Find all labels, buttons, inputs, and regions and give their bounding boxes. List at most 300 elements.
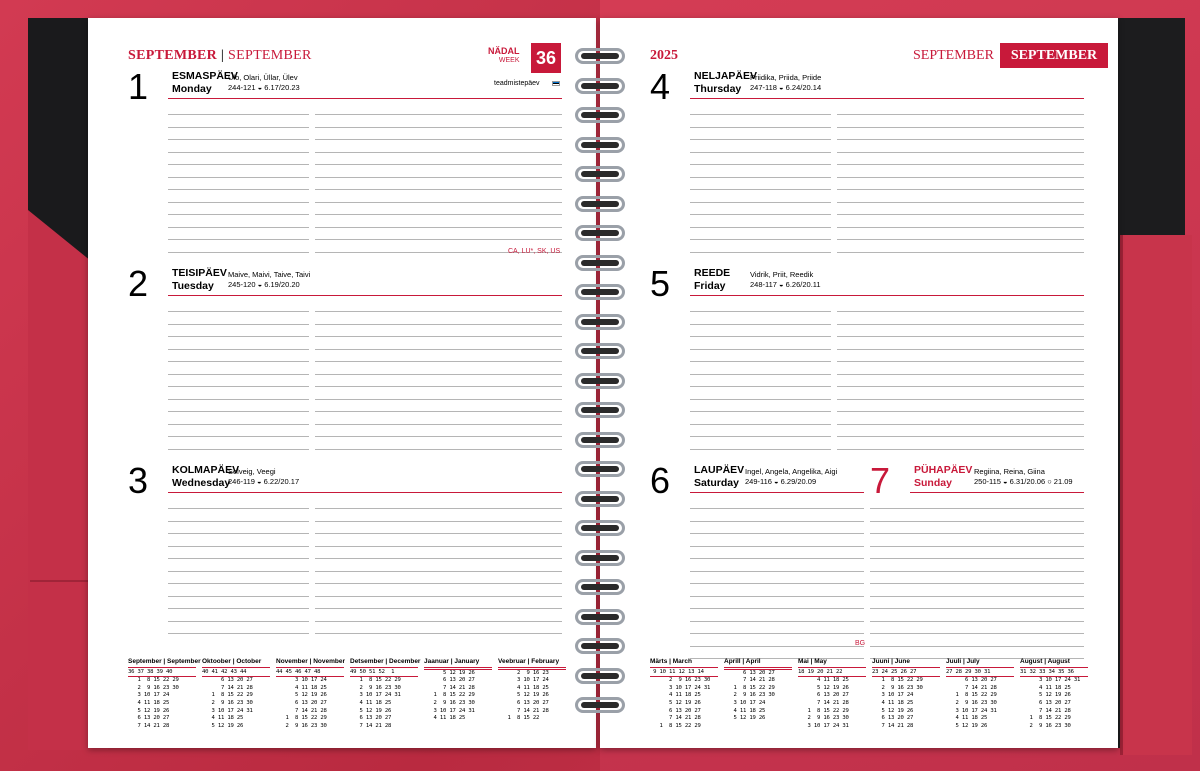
writing-line: [168, 361, 562, 362]
spiral-ring: [575, 255, 625, 271]
spiral-ring: [575, 609, 625, 625]
writing-line: [690, 424, 1084, 425]
writing-line: [690, 521, 864, 522]
mini-calendar-row: 1 8 15 22 29: [724, 684, 775, 691]
ring-wire: [575, 284, 625, 300]
mini-calendar-row: 5 12 19 26: [872, 707, 914, 714]
day-name-et: ESMASPÄEV: [172, 70, 238, 82]
ring-wire: [575, 432, 625, 448]
writing-line: [168, 399, 562, 400]
writing-line: [690, 386, 1084, 387]
writing-line: [168, 521, 562, 522]
day-number: 5: [650, 263, 671, 304]
ring-wire: [575, 520, 625, 536]
writing-lines[interactable]: [690, 311, 1084, 461]
mini-calendar: [946, 658, 1014, 730]
day-header-rule: [168, 98, 562, 99]
spiral-ring: [575, 225, 625, 241]
month-en: SEPTEMBER: [228, 48, 312, 63]
ring-wire: [575, 196, 625, 212]
mini-calendar-row: 4 11 18 25: [946, 715, 988, 722]
day-name: [694, 464, 744, 490]
country-note: CA, LU*, SK, US: [508, 248, 561, 255]
column-gap: [309, 114, 315, 264]
column-gap: [831, 114, 837, 264]
mini-calendar-row: 2 9 16 23 30: [202, 699, 253, 706]
spiral-ring: [575, 166, 625, 182]
writing-line: [168, 164, 562, 165]
ring-wire: [575, 48, 625, 64]
ring-wire: [575, 579, 625, 595]
ring-wire: [575, 343, 625, 359]
mini-calendar-title: Juuni | June: [872, 658, 940, 668]
mini-calendar: [202, 658, 270, 730]
mini-calendar-row: 5 12 19 26: [424, 669, 475, 676]
writing-line: [690, 139, 1084, 140]
writing-line: [690, 621, 864, 622]
writing-line: [168, 349, 562, 350]
mini-calendar-row: 7 14 21 28: [798, 699, 849, 706]
ring-wire: [575, 550, 625, 566]
ring-wire: [575, 137, 625, 153]
day-name-et: NELJAPÄEV: [694, 70, 758, 82]
day-header-rule: [168, 295, 562, 296]
mini-calendar-row: 2 9 16 23 30: [650, 677, 711, 684]
writing-line: [168, 227, 562, 228]
writing-line: [690, 239, 1084, 240]
name-days: [228, 73, 300, 93]
writing-line: [870, 571, 1084, 572]
mini-calendar: [276, 658, 344, 730]
name-day-list: Priidika, Priida, Priide: [750, 73, 822, 82]
mini-calendar-row: 9 10 11 12 13 14: [650, 669, 718, 678]
day-number: 1: [128, 66, 149, 107]
writing-line: [690, 214, 1084, 215]
writing-line: [870, 533, 1084, 534]
mini-calendar-row: 2 9 16 23 30: [872, 684, 923, 691]
day-header-rule: [690, 492, 864, 493]
spiral-ring: [575, 579, 625, 595]
ring-wire: [575, 78, 625, 94]
mini-calendar-row: 7 14 21 28: [350, 722, 392, 729]
writing-line: [690, 152, 1084, 153]
mini-calendar-row: 36 37 38 39 40: [128, 669, 196, 678]
mini-calendar-row: 6 13 20 27: [498, 699, 549, 706]
spiral-ring: [575, 343, 625, 359]
day-info: 245-120 ◒ 6.19/20.20: [228, 280, 300, 289]
mini-calendar-row: 7 14 21 28: [724, 677, 775, 684]
spiral-ring: [575, 48, 625, 64]
mini-calendar-row: 7 14 21 28: [424, 684, 475, 691]
name-days: [750, 73, 821, 93]
mini-calendar-row: 6 13 20 27: [276, 699, 327, 706]
writing-line: [690, 533, 864, 534]
column-gap: [831, 311, 837, 461]
writing-line: [690, 411, 1084, 412]
writing-line: [870, 596, 1084, 597]
day-name-en: Tuesday: [172, 280, 214, 292]
writing-line: [168, 633, 562, 634]
mini-calendar-title: Juuli | July: [946, 658, 1014, 668]
mini-calendar-row: 6 13 20 27: [350, 715, 392, 722]
ring-wire: [575, 638, 625, 654]
mini-calendar-row: 5 12 19 26: [202, 722, 244, 729]
writing-line: [870, 583, 1084, 584]
mini-calendar-row: 2 9 16 23 30: [424, 699, 475, 706]
writing-line: [168, 571, 562, 572]
mini-calendar-row: 3 10 17 24 31: [946, 707, 997, 714]
mini-calendar-row: 7 14 21 28: [650, 715, 701, 722]
writing-line: [690, 374, 1084, 375]
mini-calendar-row: 1 8 15 22: [498, 715, 540, 722]
writing-lines[interactable]: [168, 114, 562, 264]
pen-strap: [1120, 235, 1192, 755]
writing-line: [168, 583, 562, 584]
mini-calendar-title: Oktoober | October: [202, 658, 270, 668]
mini-calendar-row: 5 12 19 26: [724, 715, 766, 722]
month-tab[interactable]: SEPTEMBER: [1000, 43, 1108, 68]
mini-calendar-row: 27 28 29 30 31: [946, 669, 1014, 678]
mini-calendar-row: 5 12 19 26: [276, 692, 327, 699]
mini-calendar-row: 5 12 19 26: [498, 692, 549, 699]
writing-lines[interactable]: [168, 311, 562, 461]
mini-calendar-title: Aprill | April: [724, 658, 792, 668]
mini-calendar-row: 4 11 18 25: [798, 677, 849, 684]
writing-line: [168, 127, 562, 128]
mini-calendar-row: 1 8 15 22 29: [202, 692, 253, 699]
day-name-en: Sunday: [914, 477, 952, 489]
writing-lines[interactable]: [168, 508, 562, 646]
mini-calendar: [424, 658, 492, 723]
mini-calendar-row: 44 45 46 47 48: [276, 669, 344, 678]
writing-line: [168, 386, 562, 387]
mini-calendar-row: 4 11 18 25: [1020, 684, 1071, 691]
mini-calendar-title: September | September: [128, 658, 196, 668]
day-info: 244-121 ◒ 6.17/20.23: [228, 83, 300, 92]
name-days: [228, 467, 299, 487]
name-day-list: Maive, Maivi, Taive, Taivi: [228, 270, 311, 279]
writing-line: [690, 349, 1084, 350]
mini-calendar-row: 1 8 15 22 29: [946, 692, 997, 699]
mini-calendar-title: November | November: [276, 658, 344, 668]
writing-line: [168, 621, 562, 622]
mini-calendar-row: 5 12 19 26: [650, 699, 701, 706]
mini-calendar-row: 6 13 20 27: [724, 669, 775, 676]
ring-wire: [575, 697, 625, 713]
mini-calendar-row: 2 9 16 23 30: [276, 722, 327, 729]
spiral-ring: [575, 638, 625, 654]
day-name-en: Saturday: [694, 477, 739, 489]
day-number: 3: [128, 460, 149, 501]
writing-line: [690, 558, 864, 559]
writing-line: [690, 546, 864, 547]
mini-calendar-row: 2 9 16 23 30: [128, 684, 179, 691]
day-name: [694, 267, 730, 293]
mini-calendar-row: 4 11 18 25: [202, 715, 244, 722]
spiral-ring: [575, 491, 625, 507]
writing-line: [690, 596, 864, 597]
writing-line: [690, 336, 1084, 337]
day-name: [914, 464, 972, 490]
mini-calendar-row: 6 13 20 27: [424, 677, 475, 684]
mini-calendar-row: 7 14 21 28: [872, 722, 914, 729]
ring-wire: [575, 107, 625, 123]
mini-calendar: [798, 658, 866, 730]
writing-line: [690, 127, 1084, 128]
mini-calendar-row: 1 8 15 22 29: [128, 677, 179, 684]
day-header-rule: [910, 492, 1084, 493]
country-note: BG: [855, 640, 866, 647]
mini-calendar-row: 6 13 20 27: [202, 677, 253, 684]
mini-calendar: [1020, 658, 1088, 730]
writing-line: [168, 424, 562, 425]
mini-calendar-row: 3 10 17 24 31: [650, 684, 711, 691]
mini-calendar-row: 2 9 16 23 30: [724, 692, 775, 699]
mini-calendar-title: Jaanuar | January: [424, 658, 492, 668]
spiral-ring: [575, 550, 625, 566]
holiday-note: teadmistepäev: [494, 80, 540, 87]
writing-line: [690, 227, 1084, 228]
spiral-ring: [575, 78, 625, 94]
mini-calendar: [498, 658, 566, 723]
mini-calendar-row: 1 8 15 22 29: [872, 677, 923, 684]
mini-calendar-row: 6 13 20 27: [946, 677, 997, 684]
writing-line: [168, 139, 562, 140]
writing-line: [690, 164, 1084, 165]
day-name-et: LAUPÄEV: [694, 464, 745, 476]
day-header-rule: [690, 98, 1084, 99]
spiral-ring: [575, 668, 625, 684]
writing-line: [690, 571, 864, 572]
mini-calendar-row: 1 8 15 22 29: [650, 722, 701, 729]
mini-calendar-row: 6 13 20 27: [872, 715, 914, 722]
writing-line: [168, 239, 562, 240]
mini-calendar-row: 6 13 20 27: [798, 692, 849, 699]
writing-line: [870, 621, 1084, 622]
mini-calendar-row: 7 14 21 28: [276, 707, 327, 714]
ring-wire: [575, 402, 625, 418]
day-number: 4: [650, 66, 671, 107]
mini-calendar-row: 4 11 18 25: [498, 684, 549, 691]
day-info: 249-116 ◒ 6.29/20.09: [745, 477, 817, 486]
name-day-list: Solveig, Veegi: [228, 467, 276, 476]
writing-line: [168, 152, 562, 153]
mini-calendar-row: 4 11 18 25: [724, 707, 766, 714]
day-name-en: Thursday: [694, 83, 742, 95]
mini-calendar-row: 5 12 19 26: [128, 707, 170, 714]
mini-calendar-row: 4 11 18 25: [128, 699, 170, 706]
mini-calendar-row: 3 10 17 24: [276, 677, 327, 684]
writing-line: [168, 558, 562, 559]
mini-calendar-title: Märts | March: [650, 658, 718, 668]
writing-line: [168, 411, 562, 412]
day-name: [694, 70, 757, 96]
day-number: 6: [650, 460, 671, 501]
day-info: 248-117 ◒ 6.26/20.11: [750, 280, 821, 289]
mini-calendar-row: 7 14 21 28: [946, 684, 997, 691]
writing-line: [690, 114, 1084, 115]
writing-line: [168, 214, 562, 215]
day-number: 7: [870, 460, 891, 501]
day-name-et: TEISIPÄEV: [172, 267, 227, 279]
day-info: 246-119 ◒ 6.22/20.17: [228, 477, 300, 486]
writing-line: [168, 252, 562, 253]
day-header-rule: [690, 295, 1084, 296]
writing-line: [168, 533, 562, 534]
mini-calendar-row: 49 50 51 52 1: [350, 669, 418, 678]
mini-calendar-row: 5 12 19 26: [798, 684, 849, 691]
mini-calendar-row: 4 11 18 25: [650, 692, 701, 699]
mini-calendar-row: 3 10 17 24 31: [202, 707, 253, 714]
mini-calendar-row: 6 13 20 27: [128, 715, 170, 722]
mini-calendar-row: 2 9 16 23 30: [946, 699, 997, 706]
writing-line: [870, 646, 1084, 647]
spiral-ring: [575, 314, 625, 330]
writing-line: [690, 252, 1084, 253]
mini-calendar-title: Detsember | December: [350, 658, 418, 668]
writing-lines[interactable]: [870, 508, 1084, 671]
mini-calendar-row: 1 8 15 22 29: [424, 692, 475, 699]
mini-calendar: [650, 658, 718, 730]
name-days: [228, 270, 310, 290]
mini-calendar-row: 7 14 21 28: [202, 684, 253, 691]
mini-calendar-row: 3 10 17 24 31: [798, 722, 849, 729]
writing-line: [690, 361, 1084, 362]
writing-line: [168, 608, 562, 609]
writing-line: [168, 114, 562, 115]
day-name: [172, 267, 227, 293]
flag-icon: [552, 81, 560, 86]
name-day-list: Vidrik, Priit, Reedik: [750, 270, 814, 279]
name-day-list: Ülo, Olari, Üllar, Ülev: [228, 73, 298, 82]
writing-line: [690, 449, 1084, 450]
ring-wire: [575, 668, 625, 684]
day-name-et: PÜHAPÄEV: [914, 464, 973, 476]
mini-calendar-row: 1 8 15 22 29: [798, 707, 849, 714]
ring-wire: [575, 491, 625, 507]
mini-calendar-title: Veebruar | February: [498, 658, 566, 668]
writing-line: [870, 546, 1084, 547]
writing-lines[interactable]: [690, 508, 864, 671]
writing-line: [168, 546, 562, 547]
writing-line: [168, 177, 562, 178]
ring-wire: [575, 166, 625, 182]
mini-calendar-row: 4 11 18 25: [872, 699, 914, 706]
ring-wire: [575, 373, 625, 389]
left-page-header: SEPTEMBER | SEPTEMBER: [128, 48, 312, 63]
writing-line: [690, 202, 1084, 203]
mini-calendar-row: 31 32 33 34 35 36: [1020, 669, 1088, 678]
mini-calendar-row: 2 9 16 23 30: [798, 715, 849, 722]
writing-line: [690, 436, 1084, 437]
writing-line: [168, 324, 562, 325]
writing-line: [168, 436, 562, 437]
writing-line: [870, 521, 1084, 522]
writing-line: [168, 596, 562, 597]
spiral-ring: [575, 461, 625, 477]
spiral-ring: [575, 137, 625, 153]
mini-calendar-row: 3 10 17 24 31: [1020, 677, 1081, 684]
writing-lines[interactable]: [690, 114, 1084, 264]
writing-line: [690, 324, 1084, 325]
day-name-en: Monday: [172, 83, 212, 95]
writing-line: [168, 189, 562, 190]
mini-calendar-row: 2 9 16 23 30: [350, 684, 401, 691]
week-number: 36: [531, 43, 561, 73]
writing-line: [690, 189, 1084, 190]
column-gap: [309, 311, 315, 461]
writing-line: [870, 508, 1084, 509]
day-name-en: Friday: [694, 280, 726, 292]
day-info: 247-118 ◒ 6.24/20.14: [750, 83, 822, 92]
name-days: [974, 467, 1073, 487]
spiral-ring: [575, 284, 625, 300]
ring-wire: [575, 314, 625, 330]
mini-calendar-row: 18 19 20 21 22: [798, 669, 866, 678]
mini-calendar-row: 1 8 15 22 29: [276, 715, 327, 722]
left-page: [88, 18, 596, 748]
mini-calendar-row: 1 8 15 22 29: [350, 677, 401, 684]
week-label: NÄDAL WEEK: [488, 46, 520, 64]
mini-calendar-row: 6 13 20 27: [1020, 699, 1071, 706]
mini-calendar-title: August | August: [1020, 658, 1088, 668]
mini-calendar-row: 6 13 20 27: [650, 707, 701, 714]
writing-line: [690, 311, 1084, 312]
mini-calendar-row: 4 11 18 25: [276, 684, 327, 691]
name-day-list: Regiina, Reina, Giina: [974, 467, 1045, 476]
right-page: [600, 18, 1118, 748]
spiral-ring: [575, 196, 625, 212]
mini-calendar: [724, 658, 792, 723]
mini-calendar-row: 3 10 17 24: [498, 677, 549, 684]
mini-calendar-row: 7 14 21 28: [498, 707, 549, 714]
writing-line: [168, 202, 562, 203]
mini-calendar-row: 7 14 21 28: [128, 722, 170, 729]
mini-calendar-row: 5 12 19 26: [946, 722, 988, 729]
mini-calendar-row: 3 10 17 24 31: [424, 707, 475, 714]
day-header-rule: [168, 492, 562, 493]
writing-line: [870, 633, 1084, 634]
mini-calendar-row: 4 11 18 25: [424, 715, 466, 722]
ring-wire: [575, 609, 625, 625]
writing-line: [690, 177, 1084, 178]
mini-calendar-row: 5 12 19 26: [1020, 692, 1071, 699]
writing-line: [870, 608, 1084, 609]
writing-line: [168, 449, 562, 450]
mini-calendar: [128, 658, 201, 730]
spiral-ring: [575, 373, 625, 389]
mini-calendar-row: 23 24 25 26 27: [872, 669, 940, 678]
writing-line: [690, 583, 864, 584]
mini-calendar-title: Mai | May: [798, 658, 866, 668]
mini-calendar: [350, 658, 421, 730]
writing-line: [168, 508, 562, 509]
mini-calendar-row: 2 9 16 23 30: [1020, 722, 1071, 729]
writing-line: [690, 633, 864, 634]
mini-calendar-row: 3 10 17 24: [724, 699, 766, 706]
writing-line: [870, 558, 1084, 559]
mini-calendar-row: 1 8 15 22 29: [1020, 715, 1071, 722]
writing-line: [168, 311, 562, 312]
spiral-ring: [575, 697, 625, 713]
mini-calendar-row: 3 10 17 24 31: [350, 692, 401, 699]
month-et: SEPTEMBER: [128, 48, 218, 63]
mini-calendar-row: 4 11 18 25: [350, 699, 392, 706]
writing-line: [690, 508, 864, 509]
ring-wire: [575, 255, 625, 271]
day-info: 250-115 ◒ 6.31/20.06 ○ 21.09: [974, 477, 1073, 486]
writing-line: [690, 608, 864, 609]
